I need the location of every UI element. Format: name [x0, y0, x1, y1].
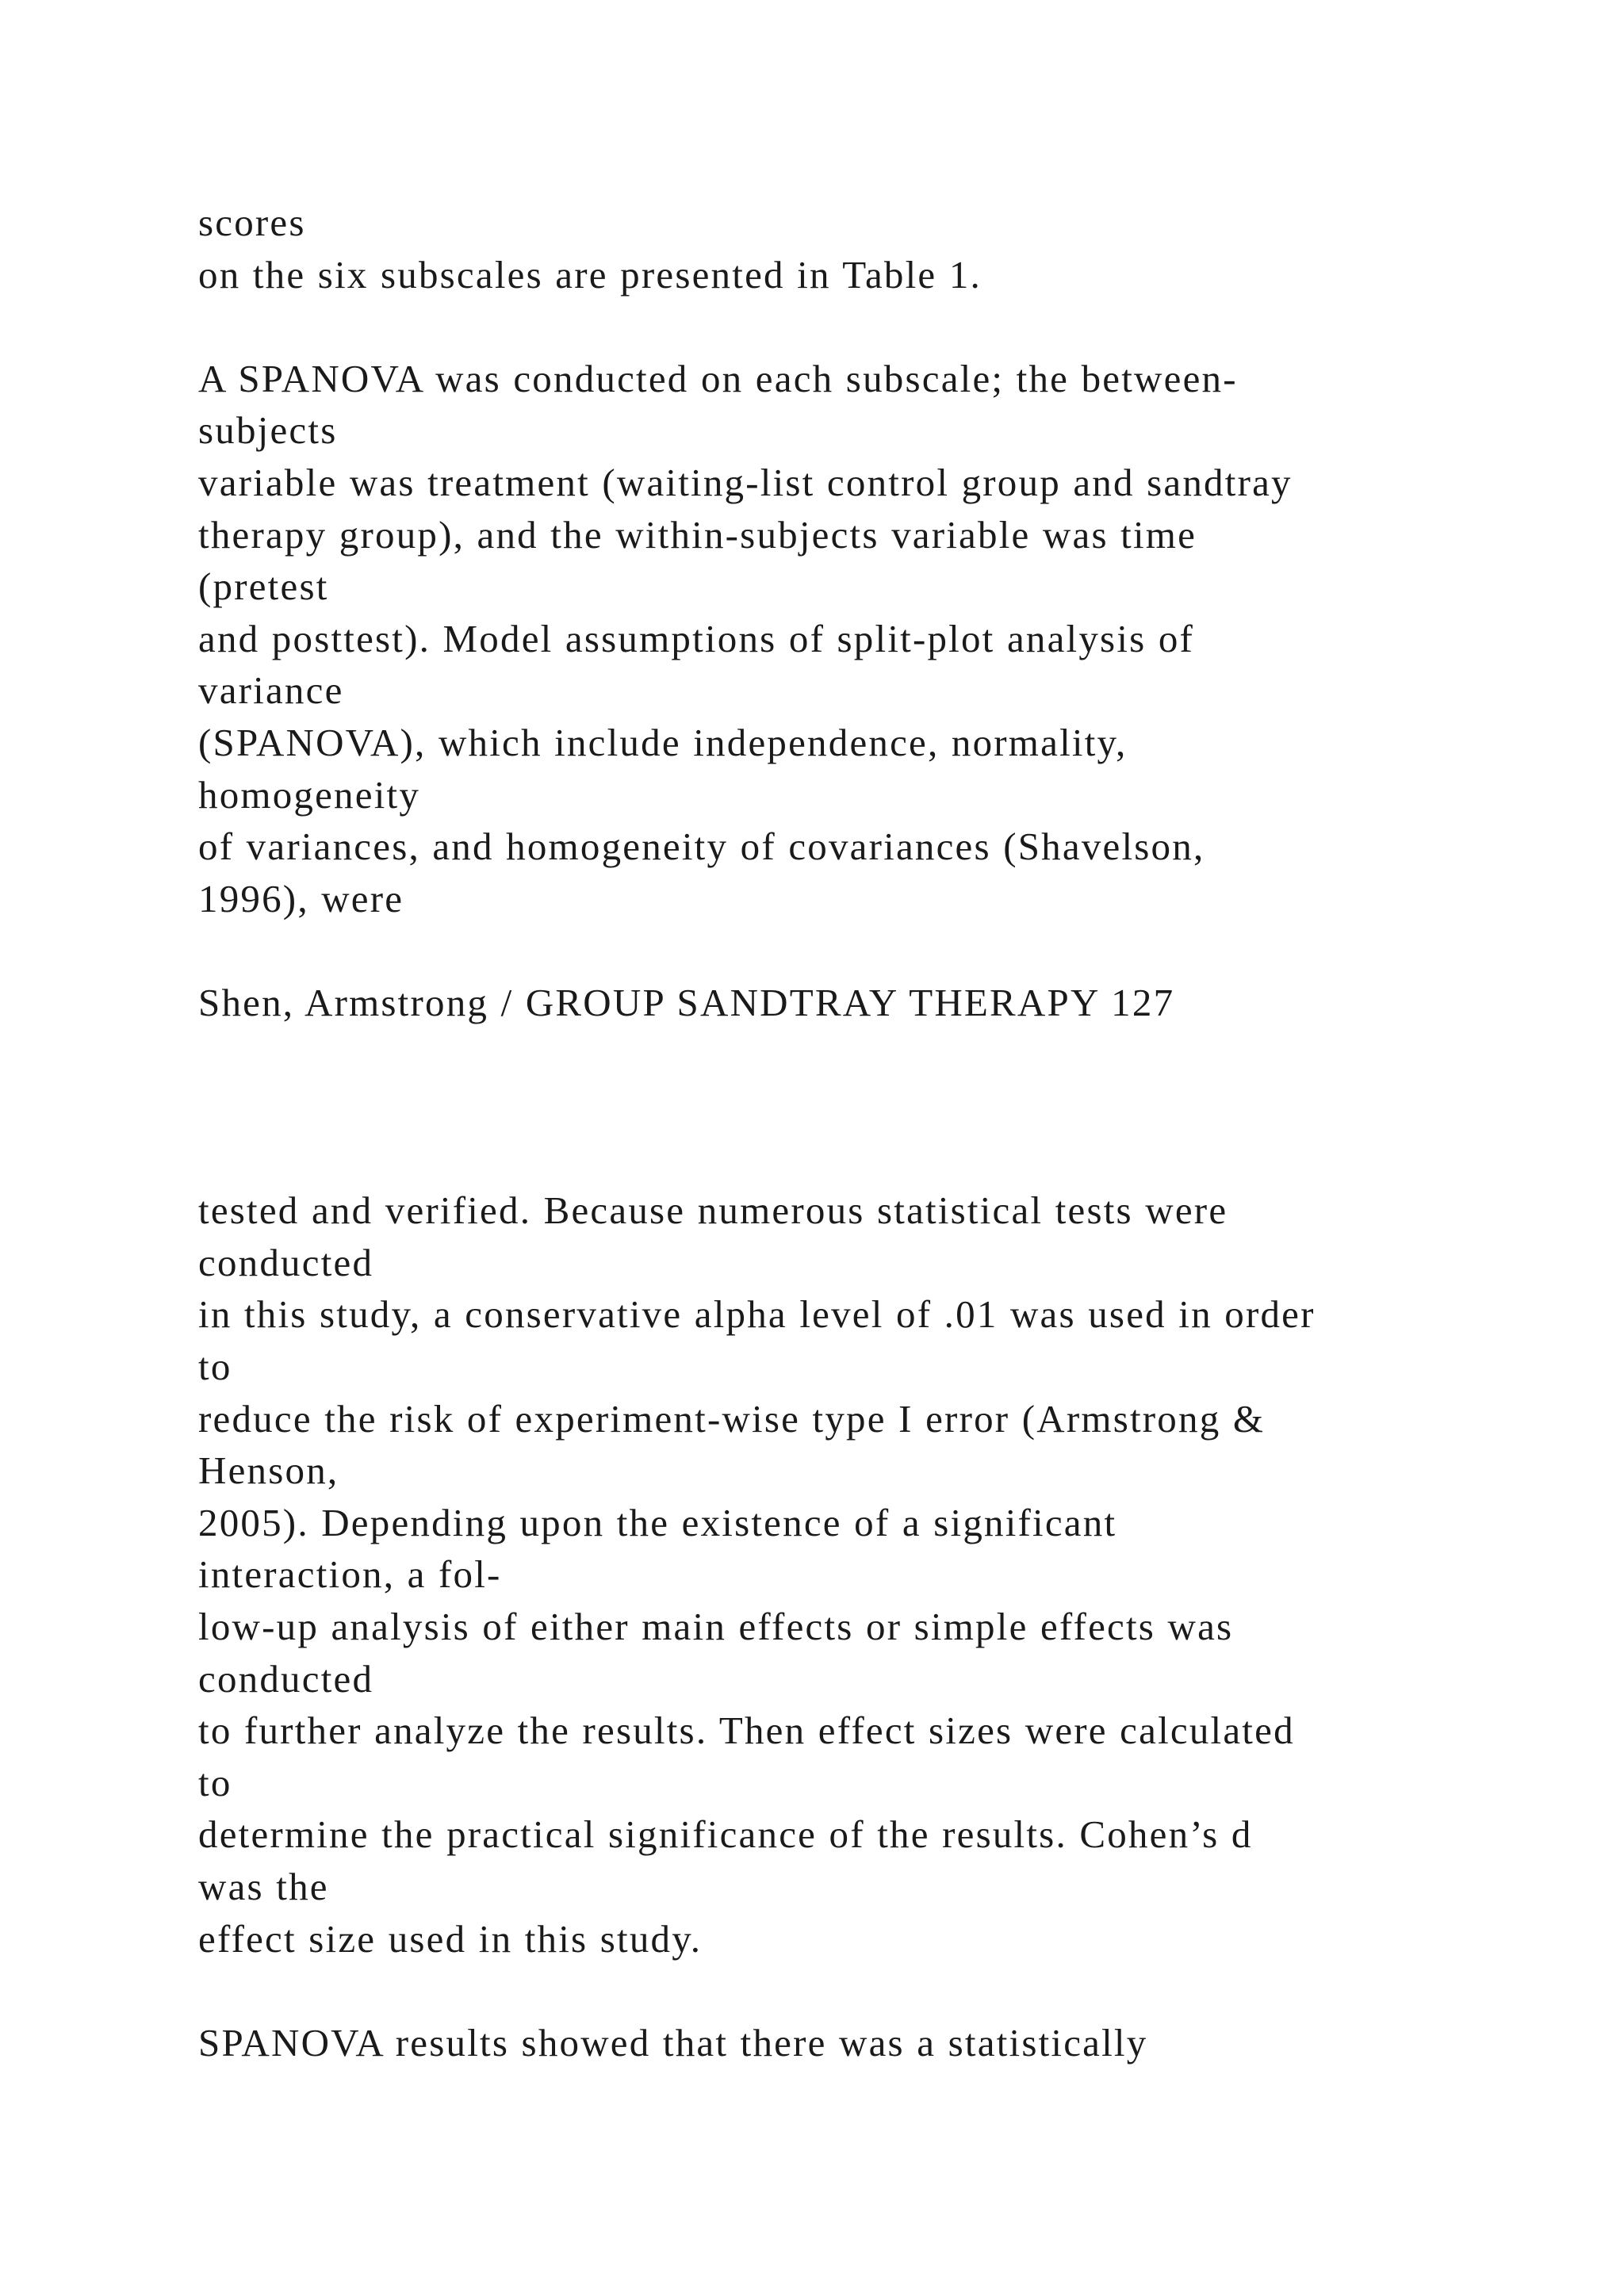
- text-line: to: [198, 1760, 232, 1804]
- text-line: tested and verified. Because numerous statistical tests were: [198, 1188, 1228, 1233]
- blank-line: [198, 1029, 1594, 1081]
- text-line: on the six subscales are presented in Table 1.: [198, 252, 982, 297]
- text-line: 2005). Depending upon the existence of a significant: [198, 1500, 1117, 1544]
- text-line: 1996), were: [198, 876, 404, 920]
- text-line: (SPANOVA), which include independence, normality,: [198, 720, 1128, 764]
- text-line: determine the practical significance of the results. Cohen’s d: [198, 1812, 1253, 1857]
- text-line: interaction, a fol-: [198, 1552, 502, 1597]
- text-line: A SPANOVA was conducted on each subscale; the between-: [198, 356, 1238, 400]
- document-body-text: [198, 197, 1594, 2068]
- text-line: low-up analysis of either main effects or simple effects was: [198, 1605, 1234, 1649]
- text-line: Henson,: [198, 1448, 339, 1493]
- text-line: of variances, and homogeneity of covariances (Shavelson,: [198, 825, 1205, 869]
- blank-line: [198, 1081, 1594, 1133]
- text-line: to: [198, 1345, 232, 1389]
- text-line: (pretest: [198, 564, 329, 609]
- text-line: Shen, Armstrong / GROUP SANDTRAY THERAPY 127: [198, 980, 1175, 1024]
- blank-line: [198, 300, 1594, 353]
- text-line: therapy group), and the within-subjects variable was time: [198, 512, 1197, 557]
- text-line: conducted: [198, 1656, 374, 1701]
- blank-line: [198, 1133, 1594, 1185]
- text-line: homogeneity: [198, 772, 421, 817]
- blank-line: [198, 924, 1594, 977]
- text-line: scores: [198, 201, 306, 244]
- text-line: to further analyze the results. Then effect sizes were calculated: [198, 1709, 1295, 1753]
- text-line: effect size used in this study.: [198, 1916, 703, 1961]
- blank-line: [198, 1965, 1594, 2017]
- text-line: and posttest). Model assumptions of split-plot analysis of: [198, 616, 1195, 660]
- text-line: in this study, a conservative alpha level of .01 was used in order: [198, 1292, 1316, 1337]
- text-line: reduce the risk of experiment-wise type I error (Armstrong &: [198, 1396, 1266, 1441]
- text-line: variable was treatment (waiting-list control group and sandtray: [198, 460, 1293, 504]
- text-line: subjects: [198, 408, 338, 453]
- text-line: was the: [198, 1865, 329, 1908]
- text-line: SPANOVA results showed that there was a statistically: [198, 2020, 1148, 2064]
- text-line: conducted: [198, 1240, 374, 1284]
- text-line: variance: [198, 668, 344, 713]
